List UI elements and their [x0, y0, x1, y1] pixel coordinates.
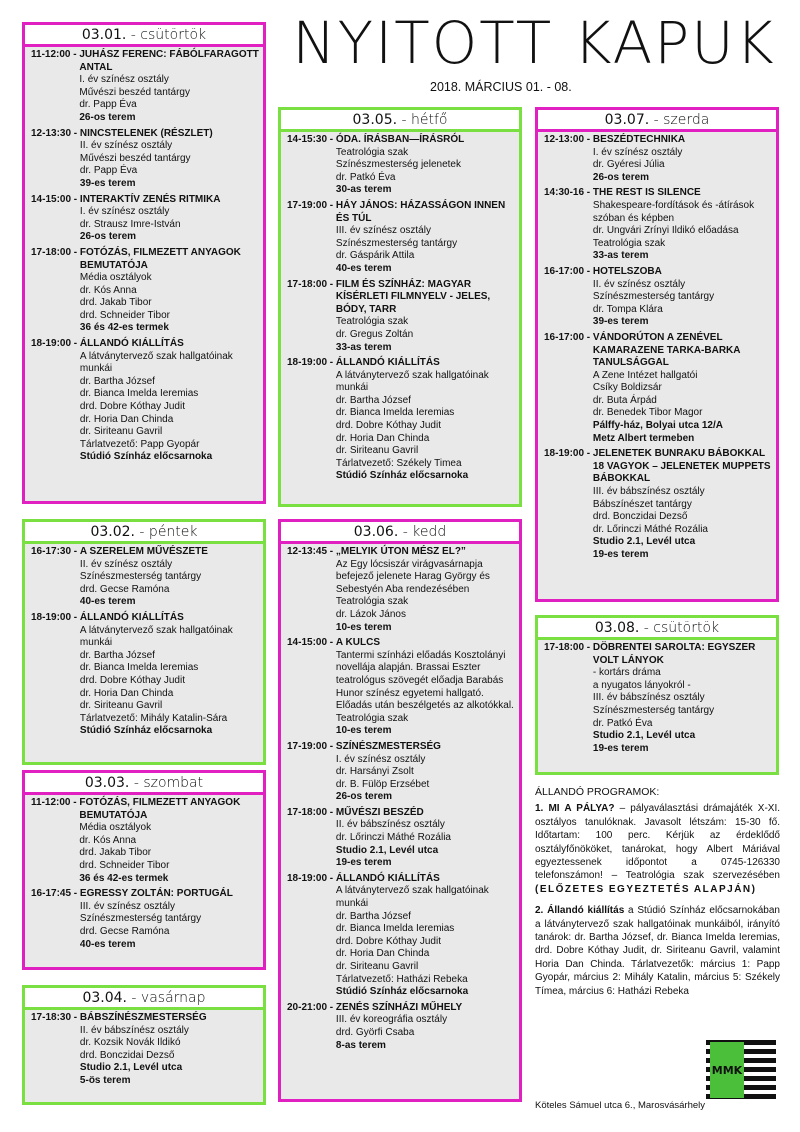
program-2 — [535, 904, 780, 998]
event-title: SZÍNÉSZMESTERSÉG — [335, 740, 441, 752]
day-weekday: - csütörtök — [639, 620, 720, 636]
event-detail: drd. Jakab Tibor — [79, 297, 152, 309]
event-time: 16-17:00 - — [544, 265, 593, 277]
event-detail: dr. Bianca Imelda Ieremias — [79, 662, 199, 674]
event-detail: dr. Siriteanu Gavril — [79, 700, 163, 712]
event-detail: dr. Lázok János — [335, 608, 406, 620]
event-body — [336, 200, 515, 276]
event-body — [80, 128, 259, 191]
event — [31, 797, 259, 885]
day-date: 03.04. — [82, 990, 127, 1006]
event-room: Metz Albert termeben — [592, 432, 695, 444]
event-detail: dr. Bartha József — [335, 910, 411, 922]
day-date: 03.06. — [353, 524, 399, 540]
event-detail: A látványtervező szak hallgatóinak munkái — [79, 624, 233, 649]
day-header — [281, 110, 519, 132]
program-1-num: 1. — [535, 803, 549, 815]
event-detail: dr. Kós Anna — [79, 284, 137, 296]
event-detail: Tantermi színházi előadás Kosztolányi novellája alapján. Brassai Eszter teatrológus szövegét előadja Barabás Hunor színész egyetemi hallgató. Előadás után beszélgetés az alkotókkal. — [335, 649, 514, 712]
event-detail: - kortárs dráma — [592, 667, 661, 679]
event — [31, 128, 259, 191]
day-date: 03.03. — [84, 775, 130, 791]
day-box-0305 — [278, 107, 522, 507]
event-detail: dr. Siriteanu Gavril — [335, 961, 419, 972]
event-detail: dr. Gregus Zoltán — [335, 328, 414, 340]
event-title: „MELYIK ÚTON MÉSZ EL?” — [335, 546, 466, 557]
event-room: 5-ös terem — [79, 1074, 131, 1086]
event-detail: drd. Gecse Ramóna — [79, 583, 170, 595]
day-weekday: - vasárnap — [126, 990, 206, 1006]
event-title: THE REST IS SILENCE — [592, 187, 701, 199]
event-detail: II. év színész osztály — [592, 278, 686, 290]
event-body — [80, 194, 259, 244]
event-room: 39-es terem — [79, 177, 136, 189]
event-detail: dr. Ungvári Zrínyi Ildikó előadása — [592, 225, 739, 237]
event-time: 12-13:00 - — [544, 134, 593, 145]
event-body — [79, 797, 259, 885]
event — [287, 1002, 515, 1052]
day-date: 03.01. — [81, 27, 127, 43]
event-room: 40-es terem — [79, 596, 136, 608]
day-box-0301 — [22, 22, 266, 504]
event-detail: Csíky Boldizsár — [592, 382, 662, 394]
event-time: 18-19:00 - — [31, 611, 80, 623]
event-detail: dr. Bianca Imelda Ieremias — [335, 923, 455, 935]
event-detail: A látványtervező szak hallgatóinak munkái — [79, 350, 233, 375]
event-title: A SZERELEM MŰVÉSZETE — [79, 546, 208, 557]
event-body — [80, 546, 259, 609]
day-date: 03.02. — [90, 524, 135, 540]
event-detail: I. év színész osztály — [592, 146, 683, 158]
logo-text: MMK — [711, 1064, 743, 1077]
event — [287, 546, 515, 634]
event-body — [336, 807, 515, 870]
event-detail: dr. Buta Árpád — [592, 394, 657, 406]
event-title: VÁNDORÚTON A ZENÉVEL KAMARAZENE TARKA-BARKA TANULSÁGGAL — [592, 331, 741, 369]
event-detail: Teatrológia szak — [592, 237, 666, 249]
program-1-text: – pályaválasztási drámajáték X-XI. osztályos tanulóknak. Javasolt létszám: 15-30 fő. Időtartam: 100 perc. Kérjük az érdeklődő osztályfőnököket, tanárokat, hogy Albert Máriával egyeztessenek időpontot a 0745-126330 telefonszámon! – Teatrológia szak szervezésében — [535, 803, 781, 882]
event-body — [336, 357, 515, 483]
programs-heading: ÁLLANDÓ PROGRAMOK: — [535, 786, 660, 798]
event-detail: dr. Lőrinczi Máthé Rozália — [592, 523, 708, 535]
event-title: ÓDA. ÍRÁSBAN—ÍRÁSRÓL — [335, 134, 465, 145]
event-body — [80, 247, 259, 335]
event-body — [336, 134, 515, 197]
event-detail: Pálffy-ház, Bolyai utca 12/A — [592, 420, 723, 432]
event-title: FILM ÉS SZÍNHÁZ: MAGYAR KÍSÉRLETI FILMNYELV - JELES, BÓDY, TARR — [335, 278, 491, 315]
event-detail: drd. Dobre Kóthay Judit — [79, 674, 185, 686]
event-detail: drd. Schneider Tibor — [79, 859, 170, 871]
event-time: 12-13:30 - — [31, 127, 80, 139]
event-detail: III. év színész osztály — [335, 225, 431, 237]
event-time: 14:30-16 - — [544, 187, 593, 199]
event-time: 14-15:30 - — [287, 134, 336, 145]
event-detail: I. év színész osztály — [79, 74, 169, 86]
day-date: 03.07. — [604, 112, 650, 128]
event-time: 18-19:00 - — [31, 338, 80, 350]
event-detail: drd. Bonczidai Dezső — [592, 511, 688, 523]
event — [31, 49, 259, 125]
event-room: 39-es terem — [592, 316, 649, 328]
event-detail: dr. Papp Éva — [79, 165, 138, 177]
event-title: BÁBSZÍNÉSZMESTERSÉG — [79, 1012, 207, 1023]
event-detail: Studio 2.1, Levél utca — [592, 730, 696, 742]
event-room: Stúdió Színház előcsarnoka — [79, 451, 213, 463]
event-detail: dr. Patkó Éva — [592, 717, 653, 729]
event-body — [80, 612, 259, 738]
event-title: BESZÉDTECHNIKA — [592, 134, 686, 145]
day-header — [25, 522, 263, 544]
event-title: HÁY JÁNOS: HÁZASSÁGON INNEN ÉS TÚL — [335, 199, 506, 224]
event-detail: dr. Siriteanu Gavril — [79, 426, 163, 438]
event-room: 26-os terem — [79, 231, 137, 243]
event — [287, 200, 515, 276]
event-detail: Színészmesterség tantárgy — [335, 237, 458, 249]
day-header — [538, 110, 776, 132]
event-body — [593, 187, 772, 263]
event-detail: dr. Strausz Imre-István — [79, 218, 181, 230]
event-time: 11-12:00 - — [31, 49, 80, 60]
event-body — [593, 266, 772, 329]
event — [31, 888, 259, 951]
event-body — [336, 279, 515, 355]
event-body — [593, 332, 772, 445]
day-header — [25, 988, 263, 1010]
event — [544, 266, 772, 329]
event-body — [593, 134, 772, 184]
event-detail: dr. Siriteanu Gavril — [335, 445, 419, 457]
day-box-0307 — [535, 107, 779, 602]
event-detail: dr. Patkó Éva — [335, 171, 396, 183]
event — [287, 873, 515, 999]
event-body — [80, 1012, 259, 1088]
event-detail: II. év bábszínész osztály — [335, 819, 445, 831]
event — [31, 546, 259, 609]
event-time: 17-19:00 - — [287, 740, 336, 752]
event-room: 33-as terem — [592, 250, 649, 262]
event-detail: drd. Dobre Kóthay Judit — [335, 935, 441, 947]
event-time: 18-19:00 - — [287, 872, 336, 884]
program-2-num: 2. — [535, 905, 548, 917]
event-detail: Színészmesterség tantárgy — [592, 704, 715, 716]
event-title: NINCSTELENEK (RÉSZLET) — [79, 127, 213, 139]
program-2-text: a Stúdió Színház előcsarnokában a látványtervező szak hallgatóinak munkáiból, irányító tanárok: dr. Bartha József, dr. Bianca Imelda Ieremias, drd. Dobre Kóthay Judit, dr. Siriteanu Gavril, valamint Horia Dan Chinda. Tárlatvezetők: március 1: Papp Gyopár, március 2: Mihály Katalin, március 5: Székely Tímea, március 6: Hatházi Rebeka — [535, 905, 780, 997]
event-detail: drd. Schneider Tibor — [79, 309, 170, 321]
event-title: A KULCS — [335, 637, 380, 649]
event-detail: III. év színész osztály — [79, 900, 175, 912]
event-detail: Tárlatvezető: Székely Timea — [335, 457, 462, 469]
program-1 — [535, 802, 780, 896]
event-time: 17-18:00 - — [287, 278, 336, 290]
event-detail: Tárlatvezető: Mihály Katalin-Sára — [79, 712, 228, 724]
event-detail: dr. Gáspárik Attila — [335, 250, 415, 262]
event-title: ZENÉS SZÍNHÁZI MŰHELY — [335, 1001, 463, 1013]
program-2-title: Állandó kiállítás — [547, 905, 625, 917]
event-time: 16-17:45 - — [31, 888, 80, 900]
event-room: 36 és 42-es termek — [79, 322, 169, 334]
event-title: ÁLLANDÓ KIÁLLÍTÁS — [79, 611, 184, 623]
address: Köteles Sámuel utca 6., Marosvásárhely — [535, 1100, 706, 1111]
event-detail: drd. Györfi Csaba — [335, 1026, 415, 1038]
event-title: ÁLLANDÓ KIÁLLÍTÁS — [335, 872, 440, 884]
event-detail: A látványtervező szak hallgatóinak munkái — [335, 369, 489, 394]
event-room: Stúdió Színház előcsarnoka — [335, 986, 469, 998]
event-title: MŰVÉSZI BESZÉD — [335, 806, 424, 818]
event-body — [593, 448, 772, 561]
event — [31, 338, 259, 464]
event-detail: drd. Dobre Kóthay Judit — [79, 401, 185, 413]
event-body — [593, 642, 772, 755]
event-title: JELENETEK BUNRAKU BÁBOKKAL — [592, 448, 766, 460]
event-room: 8-as terem — [335, 1039, 386, 1051]
event-detail: drd. Jakab Tibor — [79, 847, 152, 859]
event-room: 40-es terem — [335, 262, 392, 274]
event — [544, 448, 772, 561]
mmk-logo — [706, 1040, 776, 1100]
event-title: ÁLLANDÓ KIÁLLÍTÁS — [79, 338, 184, 350]
event — [287, 637, 515, 738]
day-box-0304 — [22, 985, 266, 1105]
event-detail: dr. Horia Dan Chinda — [335, 432, 430, 444]
event — [544, 187, 772, 263]
event-detail: A látványtervező szak hallgatóinak munkái — [335, 885, 489, 910]
event — [31, 612, 259, 738]
event-detail: II. év bábszínész osztály — [79, 1024, 189, 1036]
day-box-0303 — [22, 770, 266, 970]
event-detail: drd. Gecse Ramóna — [79, 925, 170, 937]
event-room: 10-es terem — [335, 725, 392, 737]
event-detail: Színészmesterség jelenetek — [335, 159, 461, 171]
event — [287, 134, 515, 197]
event-detail: a nyugatos lányokról - — [592, 679, 691, 691]
event-room: 40-es terem — [79, 938, 136, 950]
event-detail: drd. Bonczidai Dezső — [79, 1049, 175, 1061]
event-room: Stúdió Színház előcsarnoka — [79, 725, 213, 737]
event-detail: Művészi beszéd tantárgy — [79, 152, 191, 164]
event — [31, 247, 259, 335]
event-time: 17-18:00 - — [31, 246, 80, 258]
event-detail: dr. Benedek Tibor Magor — [592, 407, 703, 419]
event-detail: Az Egy lócsiszár virágvasárnapja befejező jelenete Harag György és Sebestyén Aba rendezésében — [335, 558, 490, 595]
event-detail: Művészi beszéd tantárgy — [79, 86, 190, 98]
event-detail: Teatrológia szak — [335, 596, 409, 608]
event-room: 26-os terem — [592, 171, 650, 183]
event-detail: Tárlatvezető: Hatházi Rebeka — [335, 973, 468, 985]
event-detail: I. év színész osztály — [335, 753, 426, 765]
event-time: 17-18:30 - — [31, 1012, 80, 1023]
event — [287, 357, 515, 483]
event-detail: dr. Harsányi Zsolt — [335, 766, 414, 778]
event — [287, 279, 515, 355]
event-room: 33-as terem — [335, 341, 392, 353]
permanent-programs — [535, 786, 780, 1006]
event-time: 17-19:00 - — [287, 199, 336, 211]
day-weekday: - kedd — [398, 524, 447, 540]
event-time: 14-15:00 - — [287, 637, 336, 649]
event-detail: dr. Horia Dan Chinda — [335, 948, 430, 960]
event-detail: dr. Bartha József — [79, 649, 155, 661]
event-body — [80, 338, 259, 464]
event-body — [336, 741, 515, 804]
event-detail: dr. Kozsik Novák Ildikó — [79, 1037, 181, 1049]
event-body — [336, 873, 515, 999]
event-detail: dr. Kós Anna — [79, 834, 137, 846]
event-time: 12-13:45 - — [287, 546, 336, 557]
event-title: FOTÓZÁS, FILMEZETT ANYAGOK BEMUTATÓJA — [79, 797, 241, 821]
event-room: 10-es terem — [335, 621, 392, 633]
event-room: 19-es terem — [592, 742, 649, 754]
event-title: EGRESSY ZOLTÁN: PORTUGÁL — [79, 888, 233, 900]
event-title: DÖBRENTEI SAROLTA: EGYSZER VOLT LÁNYOK — [592, 642, 756, 666]
day-header — [538, 618, 776, 640]
event-time: 18-19:00 - — [544, 448, 593, 460]
event-detail: drd. Dobre Kóthay Judit — [335, 420, 441, 432]
event-room: 19-es terem — [592, 549, 649, 560]
event-detail: Teatrológia szak — [335, 146, 409, 158]
event-detail: Színészmesterség tantárgy — [79, 571, 202, 583]
event-detail: Studio 2.1, Levél utca — [592, 536, 696, 548]
event-room: Stúdió Színház előcsarnoka — [335, 470, 469, 482]
event-time: 20-21:00 - — [287, 1001, 336, 1013]
day-weekday: - szerda — [649, 112, 710, 128]
event-detail: dr. Bianca Imelda Ieremias — [335, 407, 455, 419]
event — [544, 332, 772, 445]
day-box-0306 — [278, 519, 522, 1102]
event-detail: dr. Gyéresi Júlia — [592, 159, 665, 171]
event-detail: Studio 2.1, Levél utca — [335, 844, 439, 856]
event-detail: dr. Horia Dan Chinda — [79, 687, 174, 699]
day-date: 03.08. — [594, 620, 640, 636]
event-title: JUHÁSZ FERENC: FÁBÓLFARAGOTT ANTAL — [79, 49, 259, 73]
event-body — [80, 888, 259, 951]
event-detail: Tárlatvezető: Papp Gyopár — [79, 438, 200, 450]
event-time: 16-17:30 - — [31, 546, 80, 557]
event-detail: dr. Lőrinczi Máthé Rozália — [335, 832, 451, 844]
day-box-0308 — [535, 615, 779, 775]
event-time: 16-17:00 - — [544, 331, 593, 343]
day-box-0302 — [22, 519, 266, 765]
event-detail: 18 VAGYOK – JELENETEK MUPPETS BÁBOKKAL — [592, 460, 771, 485]
event-detail: dr. B. Fülöp Erzsébet — [335, 778, 430, 790]
event-detail: Média osztályok — [79, 272, 152, 284]
event — [544, 134, 772, 184]
event-title: INTERAKTÍV ZENÉS RITMIKA — [79, 193, 221, 205]
event-detail: dr. Horia Dan Chinda — [79, 413, 174, 425]
event-detail: Shakespeare-fordítások és -átírások szóban és képben — [592, 199, 755, 224]
event-detail: III. év koreográfia osztály — [335, 1014, 448, 1026]
event — [31, 1012, 259, 1088]
event-detail: Bábszínészet tantárgy — [592, 498, 692, 510]
event-detail: Teatrológia szak — [335, 712, 409, 724]
event-detail: Színészmesterség tantárgy — [592, 291, 715, 303]
event-body — [336, 546, 515, 634]
event — [31, 194, 259, 244]
event — [287, 807, 515, 870]
day-weekday: - péntek — [134, 524, 198, 540]
date-range: 2018. MÁRCIUS 01. - 08. — [430, 80, 572, 94]
event-body — [336, 637, 515, 738]
event-time: 17-18:00 - — [287, 806, 336, 818]
program-1-note: (ELŐZETES EGYEZTETÉS ALAPJÁN) — [535, 883, 757, 895]
program-1-title: MI A PÁLYA? — [548, 803, 615, 815]
event-body — [336, 1002, 515, 1052]
event-time: 18-19:00 - — [287, 357, 336, 369]
page-title: NYITOTT KAPUK — [292, 9, 776, 77]
event-time: 17-18:00 - — [544, 642, 593, 653]
event-room: 30-as terem — [335, 184, 392, 196]
event-title: FOTÓZÁS, FILMEZETT ANYAGOK BEMUTATÓJA — [79, 246, 241, 271]
event-detail: Média osztályok — [79, 822, 152, 834]
day-date: 03.05. — [352, 112, 398, 128]
event-time: 11-12:00 - — [31, 797, 80, 808]
event-detail: Studio 2.1, Levél utca — [79, 1062, 183, 1074]
day-header — [25, 25, 263, 47]
day-header — [25, 773, 263, 795]
day-weekday: - csütörtök — [126, 27, 207, 43]
event-detail: dr. Bartha József — [335, 394, 411, 406]
event-detail: A Zene Intézet hallgatói — [592, 369, 698, 381]
event — [287, 741, 515, 804]
event-detail: dr. Papp Éva — [79, 99, 137, 111]
event-room: 26-os terem — [79, 111, 136, 123]
day-header — [281, 522, 519, 544]
event-detail: II. év színész osztály — [79, 558, 173, 570]
event-time: 14-15:00 - — [31, 193, 80, 205]
event-detail: II. év színész osztály — [79, 140, 173, 152]
event-detail: dr. Bartha József — [79, 375, 155, 387]
event-title: HOTELSZOBA — [592, 265, 662, 277]
event-detail: III. év bábszínész osztály — [592, 692, 705, 704]
event-room: 36 és 42-es termek — [79, 872, 169, 884]
event-detail: III. év bábszínész osztály — [592, 486, 705, 498]
event-room: 19-es terem — [335, 857, 392, 869]
event — [544, 642, 772, 755]
event-detail: I. év színész osztály — [79, 206, 170, 218]
event-detail: dr. Tompa Klára — [592, 303, 663, 315]
day-weekday: - hétfő — [397, 112, 448, 128]
day-weekday: - szombat — [129, 775, 204, 791]
event-detail: Teatrológia szak — [335, 316, 409, 328]
event-room: 26-os terem — [335, 791, 393, 803]
event-title: ÁLLANDÓ KIÁLLÍTÁS — [335, 357, 440, 369]
event-body — [79, 49, 259, 125]
event-detail: dr. Bianca Imelda Ieremias — [79, 388, 199, 400]
event-detail: Színészmesterség tantárgy — [79, 913, 202, 925]
